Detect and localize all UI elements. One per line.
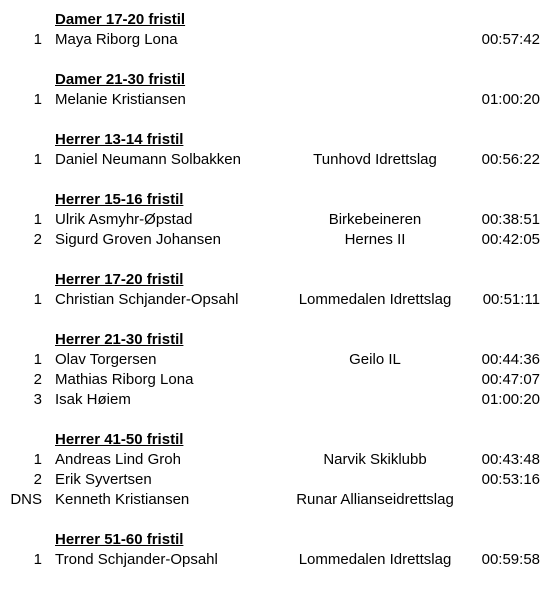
result-row (0, 390, 559, 410)
result-row (0, 450, 559, 470)
result-row (0, 230, 559, 250)
result-time: 01:00:20 (481, 91, 540, 108)
category-damer-17-20 (0, 10, 559, 50)
result-place: 2 (33, 471, 42, 488)
result-row (0, 370, 559, 390)
category-title: Damer 17-20 fristil (55, 11, 186, 28)
result-club: Geilo IL (349, 351, 401, 368)
result-place: 1 (33, 451, 42, 468)
result-place: 1 (33, 291, 42, 308)
result-club: Lommedalen Idrettslag (298, 291, 452, 308)
result-row (0, 290, 559, 310)
result-club: Runar Allianseidrettslag (296, 491, 454, 508)
result-row (0, 490, 559, 510)
category-herrer-51-60 (0, 530, 559, 570)
result-row (0, 550, 559, 570)
result-time: 00:42:05 (481, 231, 540, 248)
result-place: 1 (33, 551, 42, 568)
result-row (0, 150, 559, 170)
result-place: DNS (10, 491, 42, 508)
result-time: 00:56:22 (481, 151, 540, 168)
category-herrer-15-16 (0, 190, 559, 250)
result-time: 01:00:20 (481, 391, 540, 408)
result-name: Andreas Lind Groh (55, 451, 181, 468)
result-time: 00:57:42 (481, 31, 540, 48)
result-place: 2 (33, 371, 42, 388)
category-title: Herrer 17-20 fristil (55, 271, 184, 288)
result-club: Lommedalen Idrettslag (298, 551, 452, 568)
result-place: 1 (33, 151, 42, 168)
results-document (0, 10, 559, 590)
category-herrer-41-50 (0, 430, 559, 510)
result-name: Mathias Riborg Lona (55, 371, 194, 388)
category-title: Herrer 21-30 fristil (55, 331, 184, 348)
category-title: Herrer 13-14 fristil (55, 131, 184, 148)
result-time: 00:51:11 (482, 291, 540, 308)
result-name: Olav Torgersen (55, 351, 157, 368)
result-row (0, 30, 559, 50)
category-title: Herrer 51-60 fristil (55, 531, 184, 548)
result-time: 00:43:48 (481, 451, 540, 468)
category-herrer-13-14 (0, 130, 559, 170)
result-place: 2 (33, 231, 42, 248)
result-name: Kenneth Kristiansen (55, 491, 190, 508)
result-row (0, 90, 559, 110)
category-title: Damer 21-30 fristil (55, 71, 186, 88)
result-time: 00:44:36 (481, 351, 540, 368)
result-row (0, 350, 559, 370)
result-name: Melanie Kristiansen (55, 91, 186, 108)
category-herrer-17-20 (0, 270, 559, 310)
result-club: Hernes II (344, 231, 406, 248)
category-herrer-21-30 (0, 330, 559, 410)
result-time: 00:38:51 (481, 211, 540, 228)
result-place: 3 (33, 391, 42, 408)
result-club: Narvik Skiklubb (323, 451, 427, 468)
category-title: Herrer 15-16 fristil (55, 191, 184, 208)
result-club: Tunhovd Idrettslag (313, 151, 437, 168)
result-row (0, 470, 559, 490)
result-place: 1 (33, 351, 42, 368)
result-time: 00:59:58 (481, 551, 540, 568)
category-damer-21-30 (0, 70, 559, 110)
result-name: Erik Syvertsen (55, 471, 152, 488)
result-name: Isak Høiem (55, 391, 131, 408)
result-name: Christian Schjander-Opsahl (55, 291, 239, 308)
result-name: Sigurd Groven Johansen (55, 231, 221, 248)
result-row (0, 210, 559, 230)
category-title: Herrer 41-50 fristil (55, 431, 184, 448)
result-place: 1 (33, 211, 42, 228)
result-club: Birkebeineren (328, 211, 422, 228)
result-time: 00:47:07 (481, 371, 540, 388)
result-name: Maya Riborg Lona (55, 31, 178, 48)
result-name: Ulrik Asmyhr-Øpstad (55, 211, 193, 228)
result-name: Daniel Neumann Solbakken (55, 151, 241, 168)
result-name: Trond Schjander-Opsahl (55, 551, 218, 568)
result-place: 1 (33, 31, 42, 48)
result-place: 1 (33, 91, 42, 108)
result-time: 00:53:16 (481, 471, 540, 488)
